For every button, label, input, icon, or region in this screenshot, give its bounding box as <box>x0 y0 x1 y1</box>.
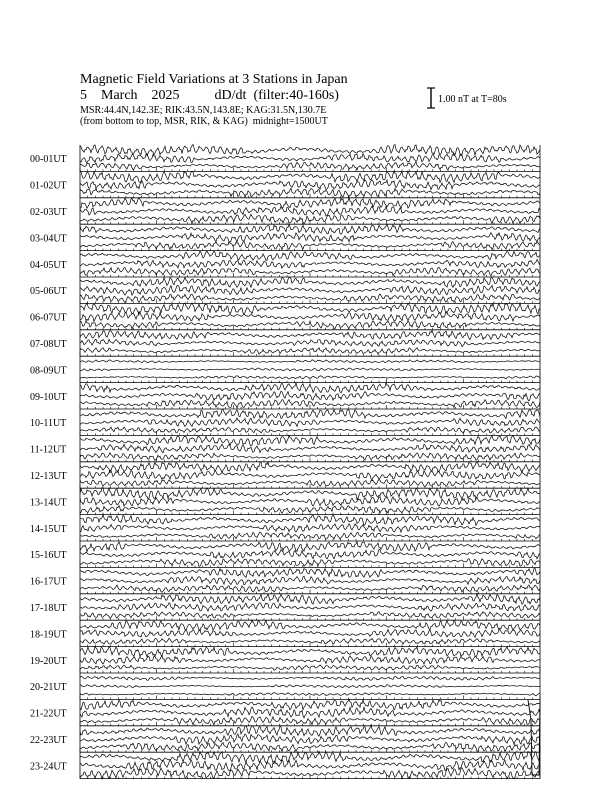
trace-kag <box>80 251 540 261</box>
row-label: 22-23UT <box>30 735 67 746</box>
row-label: 17-18UT <box>30 603 67 614</box>
trace-rik <box>80 153 540 162</box>
date-day: 5 <box>80 88 87 103</box>
trace-kag <box>80 462 540 473</box>
date-year: 2025 <box>151 88 180 103</box>
trace-msr <box>80 376 540 379</box>
row-label: 04-05UT <box>30 259 67 271</box>
trace-kag <box>80 488 540 500</box>
row-label: 20-21UT <box>30 682 67 694</box>
row-label: 12-13UT <box>30 471 67 482</box>
order-line: (from bottom to top, MSR, RIK, & KAG) midnight=1500UT <box>80 116 328 127</box>
trace-rik <box>80 759 540 771</box>
chart-title: Magnetic Field Variations at 3 Stations in Japan <box>80 72 348 87</box>
trace-rik <box>80 233 540 243</box>
trace-kag <box>80 277 540 287</box>
row-label: 02-03UT <box>30 207 67 218</box>
trace-kag <box>80 436 540 447</box>
trace-rik <box>80 734 540 744</box>
stations-line: MSR:44.4N,142.3E; RIK:43.5N,143.8E; KAG:31.5N,130.7E <box>80 105 327 116</box>
trace-rik <box>80 206 540 216</box>
filter-label: (filter:40-160s) <box>253 88 339 103</box>
row-label: 13-14UT <box>30 497 67 509</box>
trace-rik <box>80 368 540 371</box>
trace-rik <box>80 180 540 190</box>
trace-kag <box>80 542 540 552</box>
trace-rik <box>80 685 540 688</box>
trace-kag <box>80 647 540 658</box>
trace-rik <box>80 576 540 585</box>
quantity-label: dD/dt <box>214 88 247 103</box>
row-label: 11-12UT <box>30 444 67 456</box>
trace-rik <box>80 655 540 664</box>
trace-rik <box>80 524 540 532</box>
trace-rik <box>80 470 540 480</box>
row-label: 06-07UT <box>30 312 67 324</box>
trace-rik <box>80 444 540 453</box>
row-label: 10-11UT <box>30 418 67 430</box>
trace-kag <box>80 751 540 763</box>
trace-kag <box>80 676 540 680</box>
trace-kag <box>80 725 540 736</box>
trace-rik <box>80 391 540 401</box>
scale-bar-label: 1.00 nT at T=80s <box>438 94 507 105</box>
row-label: 16-17UT <box>30 576 67 588</box>
trace-kag <box>80 620 540 631</box>
row-label: 01-02UT <box>30 180 67 192</box>
trace-kag <box>80 699 540 710</box>
row-label: 07-08UT <box>30 339 67 350</box>
date-month: March <box>101 88 138 103</box>
trace-rik <box>80 285 540 295</box>
row-label: 08-09UT <box>30 365 67 377</box>
row-label: 21-22UT <box>30 708 67 720</box>
trace-rik <box>80 339 540 346</box>
trace-rik <box>80 603 540 612</box>
trace-kag <box>80 568 540 577</box>
row-label: 15-16UT <box>30 550 67 562</box>
trace-rik <box>80 707 540 718</box>
trace-kag <box>80 594 540 605</box>
row-label: 00-01UT <box>30 154 67 166</box>
trace-rik <box>80 418 540 426</box>
row-label: 03-04UT <box>30 233 67 245</box>
trace-msr <box>80 693 540 696</box>
trace-rik <box>80 260 540 269</box>
row-label: 23-24UT <box>30 761 67 773</box>
trace-kag <box>80 145 540 156</box>
row-label: 09-10UT <box>30 391 67 403</box>
row-label: 14-15UT <box>30 523 67 535</box>
trace-kag <box>80 224 540 234</box>
trace-kag <box>80 171 540 183</box>
trace-kag <box>80 409 540 419</box>
trace-kag <box>80 383 540 393</box>
row-label: 18-19UT <box>30 629 67 641</box>
row-label: 19-20UT <box>30 655 67 667</box>
trace-kag <box>80 360 540 363</box>
row-label: 05-06UT <box>30 286 67 298</box>
trace-kag <box>80 198 540 209</box>
trace-kag <box>80 330 540 339</box>
trace-rik <box>80 629 540 637</box>
trace-rik <box>80 549 540 559</box>
trace-kag <box>80 303 540 315</box>
trace-kag <box>80 515 540 526</box>
